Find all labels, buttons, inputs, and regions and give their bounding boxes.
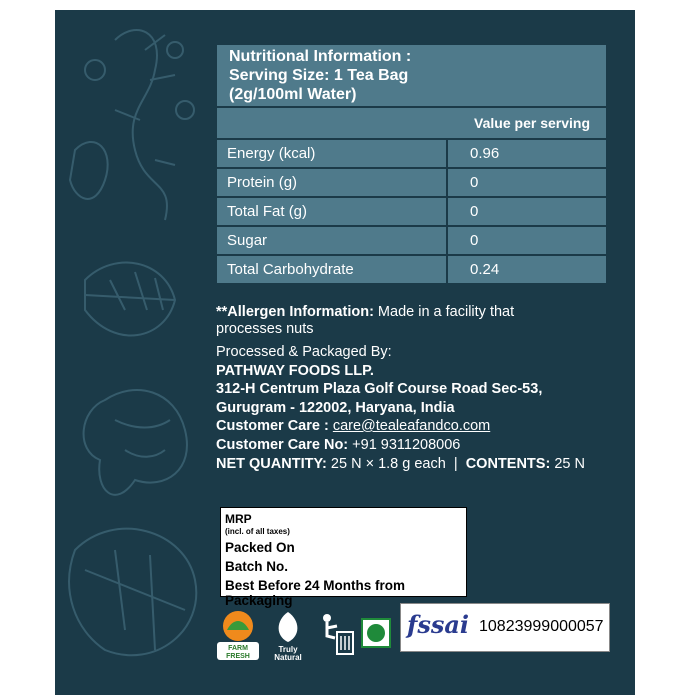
table-row: [216, 226, 607, 255]
mrp-box: [220, 507, 467, 608]
contents-label: CONTENTS:: [465, 456, 551, 472]
nutrition-title: Nutritional Information :: [229, 48, 412, 65]
svg-text:Truly: Truly: [278, 645, 298, 654]
allergen-information: [216, 304, 576, 338]
contents-value: 25 N: [554, 456, 585, 472]
svg-text:FARM: FARM: [228, 645, 248, 652]
nutrient-label: Total Carbohydrate: [216, 255, 447, 284]
best-before-label: Best Before 24 Months from Packaging: [225, 578, 406, 608]
fssai-license-box: [400, 603, 610, 652]
herb-illustrations: [55, 10, 215, 695]
serving-size-detail: (2g/100ml Water): [229, 86, 357, 103]
address-line-1: 312-H Centrum Plaza Golf Course Road Sec-53,: [216, 381, 543, 397]
customer-care-phone: +91 9311208006: [352, 436, 461, 453]
clove-stem-icon: [115, 30, 167, 220]
farm-fresh-icon: [215, 608, 261, 662]
svg-text:FRESH: FRESH: [226, 653, 250, 660]
processed-heading: Processed & Packaged By:: [216, 344, 392, 360]
label-panel: [55, 10, 635, 695]
serving-size: Serving Size: 1 Tea Bag: [229, 67, 409, 84]
fssai-logo: fssai: [407, 610, 470, 639]
batch-no-label: Batch No.: [225, 559, 289, 574]
net-quantity-label: NET QUANTITY:: [216, 456, 327, 472]
truly-natural-icon: [265, 608, 311, 662]
allergen-text: Made in a facility that processes nuts: [216, 304, 515, 337]
nutrient-label: Total Fat (g): [216, 197, 447, 226]
dispose-in-bin-icon: [313, 608, 359, 662]
nutrient-label: Sugar: [216, 226, 447, 255]
svg-text:Natural: Natural: [274, 653, 302, 662]
customer-care-label: Customer Care :: [216, 418, 333, 434]
mrp-label: MRP: [225, 512, 252, 526]
nutrition-table: [215, 43, 608, 285]
manufacturer-info: [216, 343, 542, 454]
customer-care-email-row: [216, 417, 542, 436]
customer-care-no-label: Customer Care No:: [216, 436, 353, 453]
fssai-license-number: 10823999000057: [479, 618, 604, 635]
table-row: [216, 255, 607, 284]
nutrient-value: 0.24: [447, 255, 607, 284]
separator: |: [453, 456, 458, 472]
net-quantity-value: 25 N × 1.8 g each: [330, 456, 446, 472]
veg-mark-icon: [361, 618, 391, 648]
net-quantity: [216, 456, 585, 472]
nutrient-value: 0: [447, 168, 607, 197]
allergen-label: **Allergen Information:: [216, 304, 374, 320]
customer-care-email-link[interactable]: care@tealeafandco.com: [332, 418, 491, 434]
nutrient-value: 0: [447, 226, 607, 255]
nutrient-value: 0.96: [447, 139, 607, 168]
table-row: [216, 168, 607, 197]
ginger-root-icon: [84, 390, 187, 495]
table-row: [216, 139, 607, 168]
basil-leaf-icon: [69, 529, 196, 656]
nutrient-value: 0: [447, 197, 607, 226]
nutrient-label: Energy (kcal): [216, 139, 447, 168]
nutrient-label: Protein (g): [216, 168, 447, 197]
mrp-tax-note: (incl. of all taxes): [225, 527, 290, 536]
customer-care-phone-row: [216, 436, 542, 455]
packed-on-label: Packed On: [225, 540, 295, 555]
company-name: PATHWAY FOODS LLP.: [216, 362, 374, 379]
address-line-2: Gurugram - 122002, Haryana, India: [216, 399, 455, 416]
certification-badges: [215, 608, 395, 662]
table-row: [216, 197, 607, 226]
value-per-serving-header: Value per serving: [216, 107, 607, 139]
